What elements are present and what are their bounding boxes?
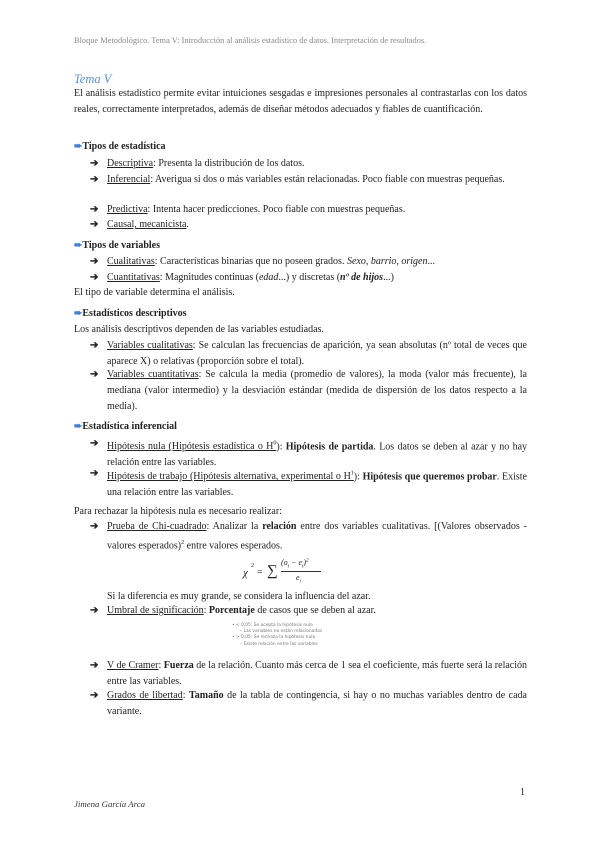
list-item: ➔ Grados de libertad: Tamaño de la tabla de contingencia, si hay o no muchas variables dentro de cada variante.: [90, 690, 527, 717]
arrow-bullet-icon: ➔: [90, 272, 99, 283]
arrow-bullet-icon: ➔: [90, 340, 99, 351]
chi-square-formula: χ 2 = ∑ $(o_i - e_i)^2$ $e_i$: [243, 558, 333, 588]
list-item: ➔ Hipótesis nula (Hipótesis estadística o $H^0$): Hipótesis de partida. Los datos se deben al azar y no hay relación entre las variables.: [90, 438, 528, 469]
arrow-bullet-icon: ➔: [90, 369, 99, 380]
arrow-bullet-icon: ➔: [90, 690, 99, 701]
section-heading-tipos-estadistica: ➨Tipos de estadística: [74, 141, 166, 152]
mini-list-item: – Las variables no están relacionadas: [240, 629, 323, 635]
list-item: ➔ Hipótesis de trabajo (Hipótesis alternativa, experimental o $H^1$): Hipótesis que queremos probar. Existe una relación entre las variables.: [90, 468, 527, 499]
list-item: ➔ Cuantitativas: Magnitudes continuas (edad...) y discretas (nº de hijos...): [90, 270, 527, 286]
mini-list-item: – Existe relación entre las variables: [240, 641, 318, 647]
chi-note: Si la diferencia es muy grande, se considera la influencia del azar.: [107, 591, 371, 602]
list-item: ➔ Descriptiva: Presenta la distribución de los datos.: [90, 156, 527, 172]
rechazo-intro: Para rechazar la hipótesis nula es necesario realizar:: [74, 506, 282, 517]
section-arrow-icon: ➨: [74, 421, 83, 432]
arrow-bullet-icon: ➔: [90, 219, 99, 230]
mini-list-item: • < 0,05: Se acepta la hipótesis nula: [232, 623, 313, 628]
arrow-bullet-icon: ➔: [90, 468, 99, 479]
list-item: ➔ Variables cualitativas: Se calculan las frecuencias de aparición, ya sean absolutas (nº total de veces que aparece X) o relativas (proporción sobre el total).: [90, 340, 527, 367]
list-item: ➔ Variables cuantitativas: Se calcula la media (promedio de valores), la moda (valor más frecuente), la mediana (valor intermedio) y la desviación estándar (medida de dispersión de los datos respecto a la media).: [90, 369, 527, 412]
descriptivos-intro: Los análisis descriptivos dependen de las variables estudiadas.: [74, 324, 324, 335]
running-header: Bloque Metodológico. Tema V: Introducción al análisis estadístico de datos. Interpretación de resultados.: [74, 36, 427, 45]
list-item: ➔ Prueba de Chi-cuadrado: Analizar la relación entre dos variables cualitativas. [(Valores observados - valores esperados)$^2$ entre valores esperados.: [90, 521, 528, 552]
arrow-bullet-icon: ➔: [90, 521, 99, 532]
section-heading-estadistica-inferencial: ➨Estadística inferencial: [74, 421, 177, 432]
section-arrow-icon: ➨: [74, 240, 83, 251]
intro-paragraph: El análisis estadístico permite evitar intuiciones sesgadas e impresiones personales al contrastarlas con los datos reales, correctamente interpretados, además de diseñar métodos adecuados y fiables de cuantificación.: [74, 88, 527, 115]
section-arrow-icon: ➨: [74, 141, 83, 152]
list-item: ➔ Inferencial: Averigua si dos o más variables están relacionadas. Poco fiable con muestras pequeñas.: [90, 172, 527, 188]
section-heading-tipos-variables: ➨Tipos de variables: [74, 240, 160, 251]
arrow-bullet-icon: ➔: [90, 174, 99, 185]
page-number: 1: [520, 787, 525, 798]
section-heading-estadisticos-descriptivos: ➨Estadísticos descriptivos: [74, 308, 187, 319]
significance-mini-list: [232, 623, 322, 648]
arrow-bullet-icon: ➔: [90, 660, 99, 671]
list-item: ➔ Causal, mecanicista.: [90, 217, 527, 233]
list-item: ➔ Cualitativas: Características binarias que no poseen grados. Sexo, barrio, origen...: [90, 254, 527, 270]
arrow-bullet-icon: ➔: [90, 605, 99, 616]
page-title: Tema V: [74, 72, 112, 86]
arrow-bullet-icon: ➔: [90, 256, 99, 267]
arrow-bullet-icon: ➔: [90, 438, 99, 449]
mini-list-item: • > 0,05: Se rechaza la hipótesis nula: [232, 635, 316, 641]
variable-note: El tipo de variable determina el análisis.: [74, 287, 235, 298]
arrow-bullet-icon: ➔: [90, 204, 99, 215]
author-footer: Jimena García Arca: [74, 799, 146, 809]
section-arrow-icon: ➨: [74, 308, 83, 319]
list-item: ➔ Predictiva: Intenta hacer predicciones. Poco fiable con muestras pequeñas.: [90, 202, 527, 218]
arrow-bullet-icon: ➔: [90, 158, 99, 169]
list-item: ➔ Umbral de significación: Porcentaje de casos que se deben al azar.: [90, 603, 527, 619]
list-item: ➔ V de Cramer: Fuerza de la relación. Cuanto más cerca de 1 sea el coeficiente, más fuerte será la relación entre las variables.: [90, 660, 528, 687]
